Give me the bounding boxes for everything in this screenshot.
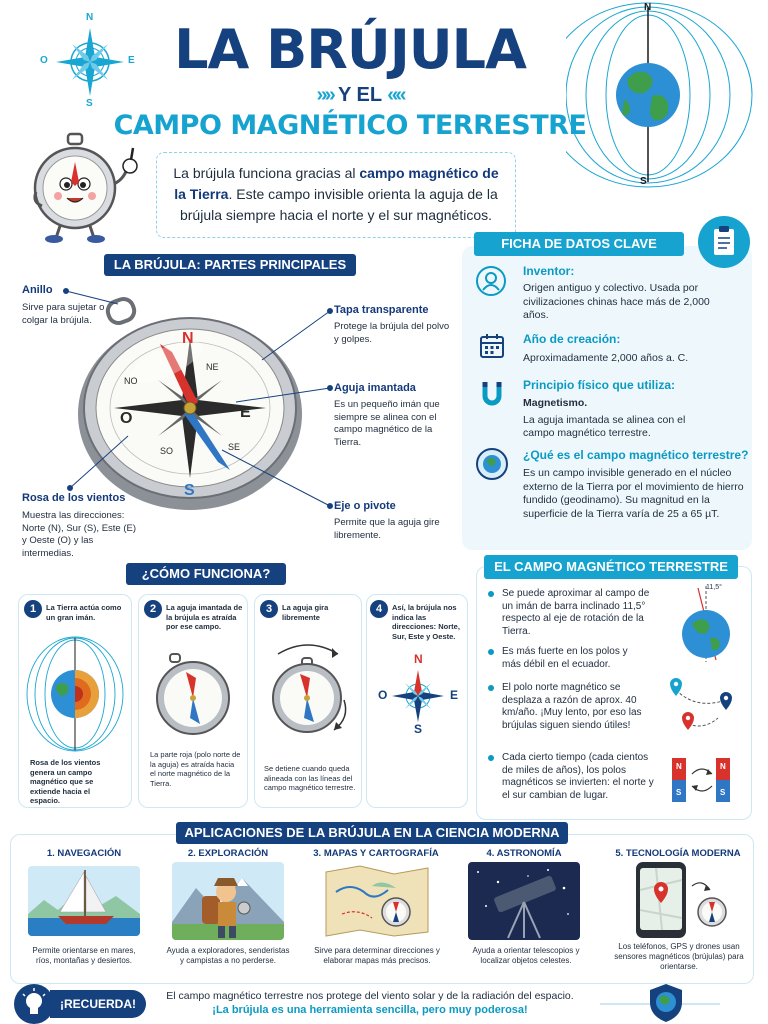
- app-2-desc: Ayuda a exploradores, senderistas y campistas a no perderse.: [166, 946, 290, 965]
- dial-s: S: [184, 482, 195, 499]
- tilt-angle-label: 11,5°: [706, 584, 722, 591]
- corner-compass-o: O: [40, 55, 48, 66]
- step-2-number: 2: [144, 600, 162, 618]
- principle-bold: Magnetismo.: [523, 397, 588, 409]
- page-subtitle: CAMPO MAGNÉTICO TERRESTRE: [113, 110, 587, 141]
- apps-header: APLICACIONES DE LA BRÚJULA EN LA CIENCIA MODERNA: [176, 822, 568, 844]
- dial-se: SE: [228, 442, 241, 452]
- app-2-title: 2. EXPLORACIÓN: [187, 848, 269, 859]
- app-3-desc: Sirve para determinar direcciones y elaborar mapas más precisos.: [314, 946, 440, 965]
- principle-text: La aguja imantada se alinea con el campo magnético terrestre.: [523, 413, 686, 439]
- footer-text-1: El campo magnético terrestre nos protege del viento solar y de la radiación del espacio.: [166, 990, 574, 1002]
- globe-n-label: N: [644, 2, 652, 13]
- field-fact: [523, 448, 749, 521]
- step-3-text: La aguja gira libremente: [282, 603, 329, 622]
- tapa-title: Tapa transparente: [334, 304, 429, 316]
- intro-text-part2: . Este campo invisible orienta la aguja de la brújula siempre hacia el norte y el sur magnéticos.: [179, 186, 498, 223]
- principle-title: Principio físico que utiliza:: [523, 378, 676, 392]
- magnet-n-label: N: [676, 762, 682, 771]
- corner-compass-e: E: [128, 55, 135, 66]
- dial-so: SO: [160, 446, 174, 456]
- app-1-desc: Permite orientarse en mares, ríos, montañas y desiertos.: [32, 946, 136, 965]
- pole-drift-icon: [666, 676, 746, 738]
- telescope-illustration: [468, 862, 580, 940]
- inventor-text: Origen antiguo y colectivo. Usada por civilizaciones chinas hace más de 2,000 años.: [523, 282, 710, 321]
- eje-title: Eje o pivote: [334, 500, 396, 512]
- globe-field-lines-illustration: [566, 0, 768, 190]
- step-2-text: La aguja imantada de la brújula es atraída por ese campo.: [166, 603, 243, 631]
- chevrons-left-icon: »»: [316, 84, 333, 106]
- anillo-desc: Sirve para sujetar o colgar la brújula.: [22, 302, 105, 326]
- step-3-number: 3: [260, 600, 278, 618]
- inventor-icon: [476, 266, 506, 296]
- field-text: Es un campo invisible generado en el núcleo externo de la Tierra por el movimiento de hierro fundido (geodinamo). Su magnitud en la superficie de la Tierra varía de 25 a 65 µT.: [523, 467, 744, 520]
- field-header: EL CAMPO MAGNÉTICO TERRESTRE: [484, 555, 738, 579]
- aguja-title: Aguja imantada: [334, 382, 416, 394]
- page-title: LA BRÚJULA: [174, 18, 526, 81]
- parts-leader-lines: [0, 280, 460, 540]
- rose-e: E: [450, 688, 459, 702]
- app-3-title: 3. MAPAS Y CARTOGRAFÍA: [313, 848, 439, 859]
- clipboard-icon: [698, 216, 750, 268]
- globe-icon: [476, 448, 508, 480]
- anillo-title: Anillo: [22, 284, 53, 296]
- step-2-foot: La parte roja (polo norte de la aguja) es atraída hacia el norte magnético de la Tierra.: [150, 750, 241, 788]
- step-1-foot: Rosa de los vientos genera un campo magnético que se extiende hacia el espacio.: [30, 758, 101, 805]
- year-text: Aproximadamente 2,000 años a. C.: [523, 352, 689, 364]
- tapa-desc: Protege la brújula del polvo y golpes.: [334, 321, 450, 345]
- dial-e: E: [240, 404, 251, 421]
- rosa-title: Rosa de los vientos: [22, 492, 126, 504]
- corner-compass-rose-icon: [38, 14, 142, 110]
- facts-header: FICHA DE DATOS CLAVE: [474, 232, 684, 256]
- step-3-compass-illustration: [262, 636, 356, 738]
- app-4-title: 4. ASTRONOMÍA: [486, 848, 562, 859]
- year-title: Año de creación:: [523, 332, 621, 346]
- intro-highlight: campo magnético de la Tierra: [174, 165, 499, 202]
- magnet-icon: [476, 378, 508, 410]
- aguja-desc: Es un pequeño imán que siempre se alinea con el campo magnético de la Tierra.: [334, 399, 440, 448]
- step-3-foot: Se detiene cuando queda alineada con las líneas del campo magnético terrestre.: [264, 764, 356, 792]
- principle-fact: [523, 378, 743, 441]
- inventor-fact: [523, 264, 743, 323]
- rose-s: S: [414, 722, 423, 736]
- step-4-number: 4: [370, 600, 388, 618]
- eje-desc: Permite que la aguja gire libremente.: [334, 517, 440, 541]
- dial-no: NO: [124, 376, 138, 386]
- field-bullet-2: Es más fuerte en los polos y más débil en el ecuador.: [488, 646, 648, 671]
- step-4-text: Así, la brújula nos indica las direcciones: Norte, Sur, Este y Oeste.: [392, 603, 460, 641]
- subtitle-y-el: Y EL: [337, 84, 382, 106]
- field-bullet-3: El polo norte magnético se desplaza a razón de aprox. 40 km/año. ¡Muy lento, por eso las brújulas siguen siendo útiles!: [488, 682, 658, 732]
- rose-o: O: [378, 688, 388, 702]
- sailboat-illustration: [28, 866, 140, 936]
- year-fact: [523, 332, 743, 366]
- step-1-number: 1: [24, 600, 42, 618]
- field-title: ¿Qué es el campo magnético terrestre?: [523, 448, 749, 462]
- step-4-compass-rose-icon: [386, 664, 450, 728]
- magnet-2-n-label: N: [720, 762, 726, 771]
- app-4-desc: Ayuda a orientar telescopios y localizar objetos celestes.: [472, 946, 580, 965]
- magnet-s-label: S: [676, 788, 682, 797]
- rose-n: N: [414, 652, 423, 666]
- earth-shield-icon: [644, 982, 688, 1024]
- dial-ne: NE: [206, 362, 219, 372]
- step-2-compass-illustration: [150, 652, 236, 738]
- field-bullet-4: Cada cierto tiempo (cada cientos de miles de años), los polos magnéticos se invierten: el norte y el sur cambian de lugar.: [488, 752, 658, 802]
- compass-mascot-illustration: [30, 132, 150, 244]
- inventor-title: Inventor:: [523, 264, 575, 278]
- rosa-desc: Muestra las direcciones: Norte (N), Sur (S), Este (E) y Oeste (O) y las intermedias.: [22, 510, 137, 559]
- dial-n: N: [182, 330, 194, 347]
- globe-s-label: S: [640, 176, 647, 187]
- footer-text-2: ¡La brújula es una herramienta sencilla, pero muy poderosa!: [212, 1004, 528, 1016]
- magnet-2-s-label: S: [720, 788, 726, 797]
- app-5-desc: Los teléfonos, GPS y drones usan sensores magnéticos (brújulas) para orientarse.: [614, 942, 744, 971]
- explorer-illustration: [172, 862, 284, 940]
- app-1-title: 1. NAVEGACIÓN: [46, 848, 122, 859]
- app-5-title: 5. TECNOLOGÍA MODERNA: [615, 848, 741, 859]
- chevrons-right-icon: ««: [387, 84, 404, 106]
- tilted-axis-globe-illustration: [676, 582, 740, 666]
- subtitle-connector: [280, 84, 440, 107]
- intro-text-part1: La brújula funciona gracias al: [173, 165, 360, 181]
- corner-compass-n: N: [86, 12, 94, 23]
- remember-badge: ¡RECUERDA!: [50, 990, 146, 1018]
- step-1-text: La Tierra actúa como un gran imán.: [46, 603, 122, 622]
- earth-core-illustration: [26, 636, 124, 752]
- dial-o: O: [120, 410, 133, 427]
- corner-compass-s: S: [86, 98, 93, 109]
- lightbulb-icon: [14, 984, 54, 1024]
- field-bullet-1: Se puede aproximar al campo de un imán de barra inclinado 11,5° respecto al eje de rotación de la Tierra.: [488, 588, 658, 638]
- map-compass-illustration: [322, 864, 434, 938]
- parts-header: LA BRÚJULA: PARTES PRINCIPALES: [104, 254, 356, 276]
- how-header: ¿CÓMO FUNCIONA?: [126, 563, 286, 585]
- phone-gps-illustration: [632, 860, 732, 940]
- intro-box: [156, 152, 516, 238]
- calendar-icon: [478, 332, 506, 360]
